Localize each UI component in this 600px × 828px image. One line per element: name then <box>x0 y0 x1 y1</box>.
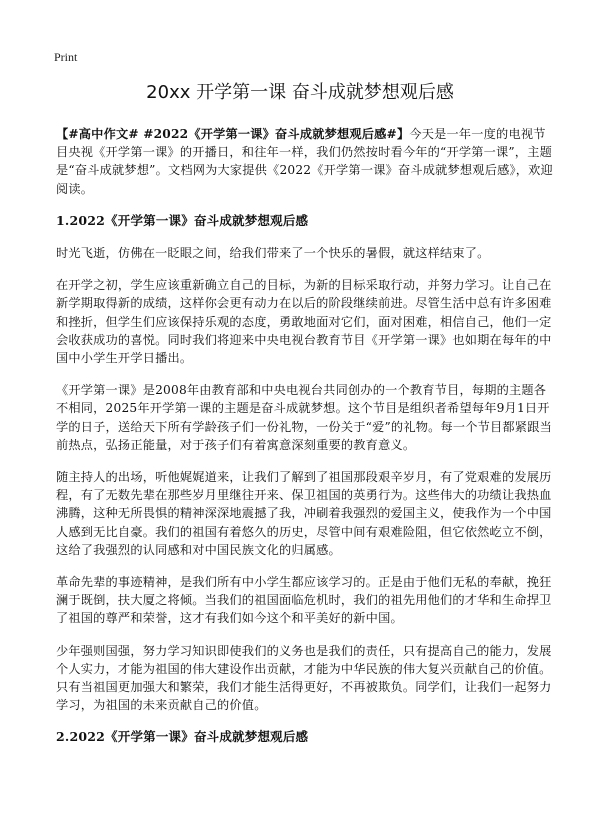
paragraph: 革命先辈的事迹精神，是我们所有中小学生都应该学习的。正是由于他们无私的奉献，挽狂澜于既倒，扶大厦之将倾。当我们的祖国面临危机时，我们的祖先用他们的才华和生命捍卫了祖国的尊严和荣誉，这才有我们如今这个和平美好的新中国。 <box>56 575 552 626</box>
page-title: 20xx 开学第一课 奋斗成就梦想观后感 <box>146 82 454 103</box>
section-heading-1: 1.2022《开学第一课》奋斗成就梦想观后感 <box>56 212 309 228</box>
section-heading-2: 2.2022《开学第一课》奋斗成就梦想观后感 <box>56 729 309 745</box>
intro-tag: 【#高中作文# #2022《开学第一课》奋斗成就梦想观后感#】 <box>56 127 410 141</box>
print-link[interactable]: Print <box>54 50 78 64</box>
paragraph: 随主持人的出场，听他娓娓道来，让我们了解到了祖国那段艰辛岁月，有了党艰难的发展历程，有了无数先辈在那些岁月里继往开来、保卫祖国的英勇行为。这些伟大的功绩让我热血沸腾，这种无所畏惧的精神深深地震撼了我，冲刷着我强烈的爱国主义，使我作为一个中国人感到无比自豪。我们的祖国有着悠久的历史，尽管中间有艰难险阻，但它依然屹立不倒，这给了我强烈的认同感和对中国民族文化的归属感。 <box>56 470 552 557</box>
article-body <box>56 125 554 761</box>
paragraph: 《开学第一课》是2008年由教育部和中央电视台共同创办的一个教育节目，每期的主题各不相同，2025年开学第一课的主题是奋斗成就梦想。这个节目是组织者希望每年9月1日开学的日子，送给天下所有学龄孩子们一份礼物，一份关于“爱”的礼物。每一个节目都紧跟当前热点，弘扬正能量，对于孩子们有着寓意深刻重要的教育意义。 <box>56 383 552 452</box>
paragraph: 少年强则国强，努力学习知识即使我们的义务也是我们的责任，只有提高自己的能力，发展个人实力，才能为祖国的伟大建设作出贡献，才能为中华民族的伟大复兴贡献自己的价值。只有当祖国更加强大和繁荣，我们才能生活得更好，不再被欺负。同学们，让我们一起努力学习，为祖国的未来贡献自己的价值。 <box>56 643 552 713</box>
intro-text: 今天是一年一度的电视节目央视《开学第一课》的开播日，和往年一样，我们仍然按时看今年的“开学第一课”，主题是“奋斗成就梦想”。文档网为大家提供《2022《开学第一课》奋斗成就梦想观后感》，欢迎阅读。 <box>56 127 553 196</box>
paragraph: 在开学之初，学生应该重新确立自己的目标，为新的目标采取行动，并努力学习。让自己在新学期取得新的成绩，这样你会更有动力在以后的阶段继续前进。尽管生活中总有许多困难和挫折，但学生们应该保持乐观的态度，勇敢地面对它们，面对困难，相信自己，他们一定会收获成功的喜悦。同时我们将迎来中央电视台教育节目《开学第一课》也如期在每年的中国中小学生开学日播出。 <box>56 278 552 366</box>
paragraph: 时光飞逝，仿佛在一眨眼之间，给我们带来了一个快乐的暑假，就这样结束了。 <box>56 246 490 261</box>
intro-paragraph <box>56 125 554 198</box>
